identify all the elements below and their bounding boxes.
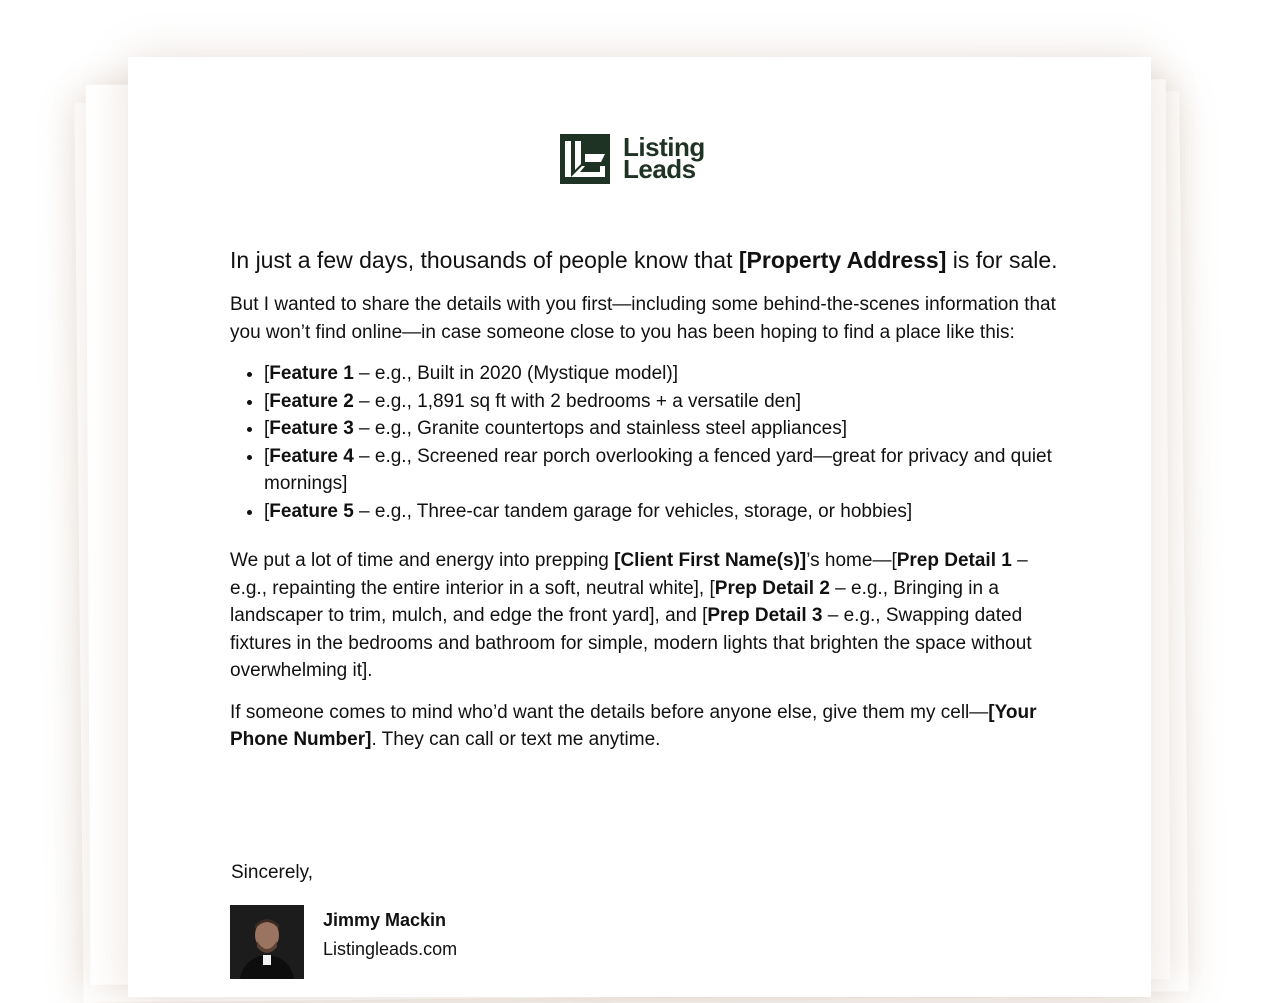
prep-detail-label: Prep Detail 1 [896, 550, 1012, 571]
feature-text: – e.g., Three-car tandem garage for vehicles, storage, or hobbies] [353, 500, 913, 522]
prep-paragraph [230, 547, 1060, 685]
logo-wordmark-line-2: Leads [623, 154, 696, 184]
prep-text: We put a lot of time and energy into prepping [230, 550, 615, 571]
contact-text-end: . They can call or text me anytime. [371, 729, 661, 750]
feature-label: Feature 3 [269, 418, 354, 439]
listing-leads-logo [560, 134, 710, 186]
letter-headline [230, 244, 1060, 277]
closing-salutation: Sincerely, [231, 862, 314, 883]
property-address-placeholder: [Property Address] [738, 247, 947, 273]
feature-text: – e.g., 1,891 sq ft with 2 bedrooms + a versatile den] [353, 390, 802, 412]
sender-website: Listingleads.com [323, 939, 458, 959]
intro-paragraph: But I wanted to share the details with you first—including some behind-the-scenes information that you won’t find online—in case someone close to you has been hoping to find a place like this: [230, 294, 1056, 343]
person-photo-icon [230, 905, 304, 979]
feature-label: Feature 2 [269, 390, 354, 412]
bracket-open: [ [264, 418, 270, 439]
logo-wordmark-line-1: Listing [623, 132, 705, 162]
feature-text: – e.g., Granite countertops and stainless steel appliances] [353, 418, 848, 439]
feature-text: – e.g., Built in 2020 (Mystique model)] [353, 363, 678, 384]
feature-label: Feature 1 [269, 363, 354, 384]
contact-paragraph [230, 699, 1060, 754]
headline-text-end: is for sale. [946, 247, 1058, 273]
feature-label: Feature 4 [269, 445, 354, 467]
feature-item [264, 498, 1060, 526]
feature-item [264, 360, 1060, 388]
listing-leads-logo-mark-icon [560, 134, 610, 184]
logo-wordmark [623, 132, 705, 184]
client-name-placeholder: [Client First Name(s)] [614, 550, 807, 571]
feature-list [230, 360, 1060, 525]
phone-number-placeholder: [Your Phone Number] [230, 701, 1037, 750]
bracket-open: [ [264, 500, 270, 522]
bracket-open: [ [264, 445, 270, 467]
prep-text: – e.g., repainting the entire interior in a soft, neutral white], [ [230, 550, 1028, 599]
feature-item [264, 443, 1060, 498]
prep-text: – e.g., Bringing in a landscaper to trim, mulch, and edge the front yard], and [ [230, 577, 999, 626]
bracket-open: [ [264, 363, 270, 384]
prep-detail-label: Prep Detail 2 [714, 577, 830, 599]
prep-detail-label: Prep Detail 3 [707, 605, 823, 626]
prep-text: ’s home—[ [806, 550, 897, 571]
prep-text: – e.g., Swapping dated fixtures in the bedrooms and bathroom for simple, modern lights that brighten the space without overwhelming it]. [230, 605, 1032, 681]
feature-item [264, 388, 1060, 416]
feature-item [264, 415, 1060, 443]
feature-label: Feature 5 [269, 500, 354, 522]
bracket-open: [ [264, 390, 270, 412]
avatar [230, 905, 304, 979]
letter-body [230, 244, 1060, 768]
contact-text: If someone comes to mind who’d want the details before anyone else, give them my cell— [230, 701, 989, 723]
sender-name: Jimmy Mackin [323, 910, 447, 930]
headline-text: In just a few days, thousands of people know that [230, 247, 739, 273]
feature-text: – e.g., Screened rear porch overlooking a fenced yard—great for privacy and quiet mornings] [264, 445, 1052, 494]
